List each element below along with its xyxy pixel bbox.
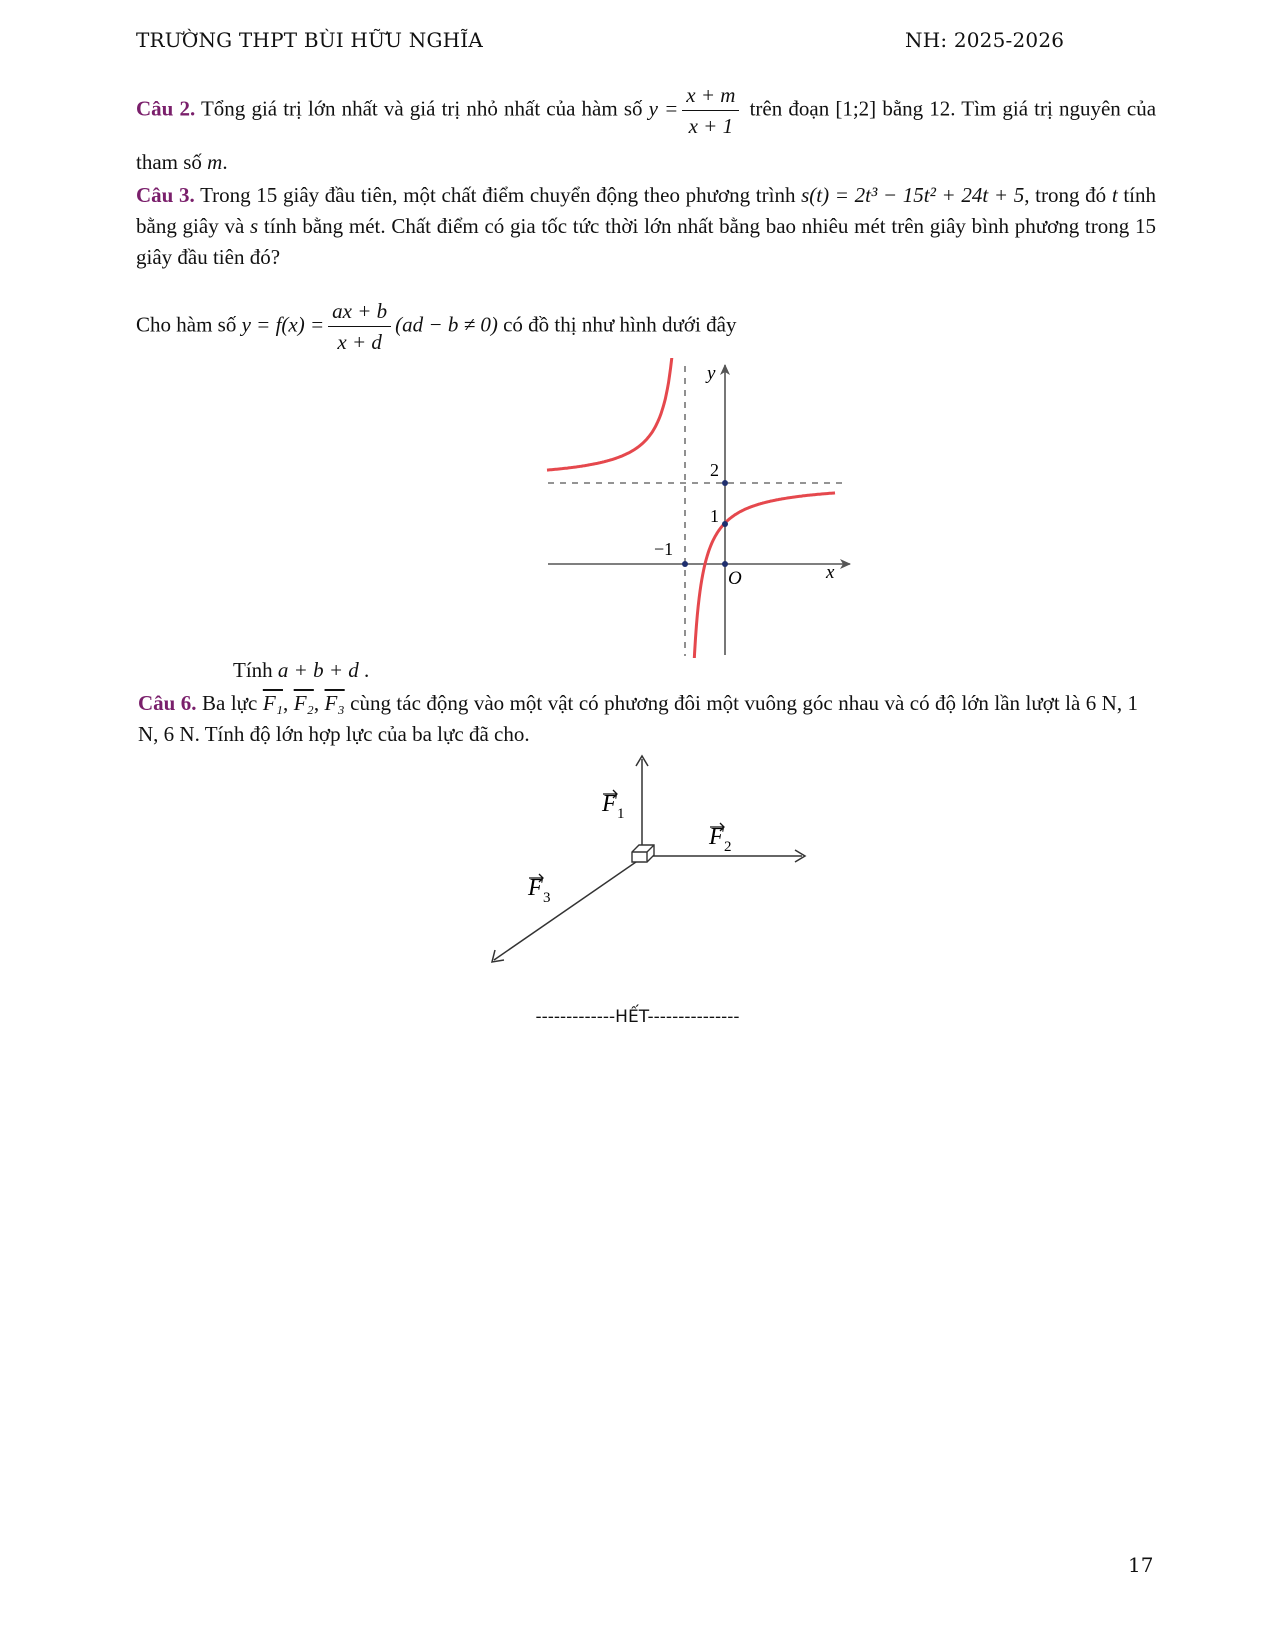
tick-label-xm1: −1: [654, 539, 674, 559]
question-3-label: Câu 3.: [136, 183, 195, 207]
fraction-numerator-2: ax + b: [328, 298, 391, 327]
question-2: [136, 82, 1156, 184]
question-5-text-2: có đồ thị như hình dưới đây: [503, 312, 737, 337]
question-6-label: Câu 6.: [138, 691, 197, 715]
ask-suffix: .: [364, 658, 370, 682]
y-axis-label: y: [707, 363, 716, 384]
question-3-text-4: tính bằng mét. Chất điểm có gia tốc tức thời lớn nhất bằng bao nhiêu mét trên giây bình phương trong 15 giây đầu tiên đó?: [136, 214, 1156, 269]
school-year: NH: 2025-2026: [905, 28, 1065, 52]
question-2-text-3: bằng 12. Tìm giá trị nguyên của tham số: [136, 96, 1157, 174]
page-number: 17: [1128, 1553, 1154, 1577]
question-6-text-2: cùng tác động vào một vật có phương đôi một vuông góc nhau và có độ lớn lần lượt là 6 N, 1 N, 6 N. Tính độ lớn hợp lực của ba lực đã cho.: [138, 691, 1139, 746]
f3-label: F: [528, 875, 543, 901]
condition: (ad − b ≠ 0): [395, 312, 498, 337]
point-xm1: [682, 561, 688, 567]
function-fraction: [682, 82, 739, 140]
function-graph: [540, 358, 860, 658]
point-y2: [722, 480, 728, 486]
question-3-text-3: tính bằng giây và: [136, 183, 1157, 238]
question-5-intro: Cho hàm số: [136, 312, 237, 337]
f2-subscript: 2: [724, 839, 732, 855]
f3-arrow: [494, 862, 636, 960]
x-axis-label: x: [826, 562, 835, 583]
force-f2: F₂: [293, 691, 314, 715]
f1-subscript: 1: [617, 806, 625, 822]
param-m: m: [207, 149, 223, 174]
object-box: [632, 845, 654, 862]
question-2-text: Tổng giá trị lớn nhất và giá trị nhỏ nhất của hàm số: [200, 96, 643, 121]
function-lhs-2: y = f(x) =: [241, 312, 325, 337]
motion-equation: s(t) = 2t³ − 15t² + 24t + 5: [801, 183, 1025, 207]
f2-label: F: [709, 824, 724, 850]
question-2-label: Câu 2.: [136, 96, 196, 121]
curve-left-branch: [547, 358, 676, 470]
question-3-text-2: , trong đó: [1024, 183, 1107, 207]
f3-subscript: 3: [543, 890, 551, 906]
fraction-denominator-2: x + d: [337, 330, 382, 355]
origin-label: O: [728, 568, 742, 589]
school-name: TRƯỜNG THPT BÙI HỮU NGHĨA: [136, 28, 484, 52]
interval: [1;2]: [835, 96, 877, 121]
f3-arrowhead: [492, 950, 504, 962]
f1-label: F: [602, 791, 617, 817]
ask-expression: a + b + d: [277, 658, 359, 682]
question-2-text-2: trên đoạn: [749, 96, 830, 121]
end-marker: -------------HẾT---------------: [535, 1007, 740, 1027]
ask-prefix: Tính: [233, 658, 273, 682]
question-5: [136, 298, 1156, 356]
var-s: s: [250, 214, 259, 238]
question-3: [136, 180, 1156, 273]
question-5-ask: [233, 655, 633, 686]
fraction-numerator: x + m: [682, 82, 739, 111]
question-6-text: Ba lực: [202, 691, 258, 715]
function-fraction-2: [328, 298, 391, 356]
function-lhs: y =: [648, 96, 679, 121]
tick-label-y2: 2: [710, 460, 719, 480]
question-6: Câu 6. Ba lực F₁, F₂, F₃ cùng tác động vào một vật có phương đôi một vuông góc nhau và có độ lớn lần lượt là 6 N, 1 N, 6 N. Tính độ lớn hợp lực của ba lực đã cho.: [138, 691, 1139, 746]
point-y1: [722, 521, 728, 527]
question-2-end: .: [222, 149, 228, 174]
force-f3: F₃: [324, 691, 345, 715]
question-3-text: Trong 15 giây đầu tiên, một chất điểm chuyển động theo phương trình: [200, 183, 796, 207]
fraction-denominator: x + 1: [688, 114, 734, 139]
force-f1: F₁: [262, 691, 283, 715]
tick-label-y1: 1: [710, 506, 719, 526]
forces-figure: [480, 745, 820, 980]
point-origin: [722, 561, 728, 567]
var-t: t: [1111, 183, 1118, 207]
